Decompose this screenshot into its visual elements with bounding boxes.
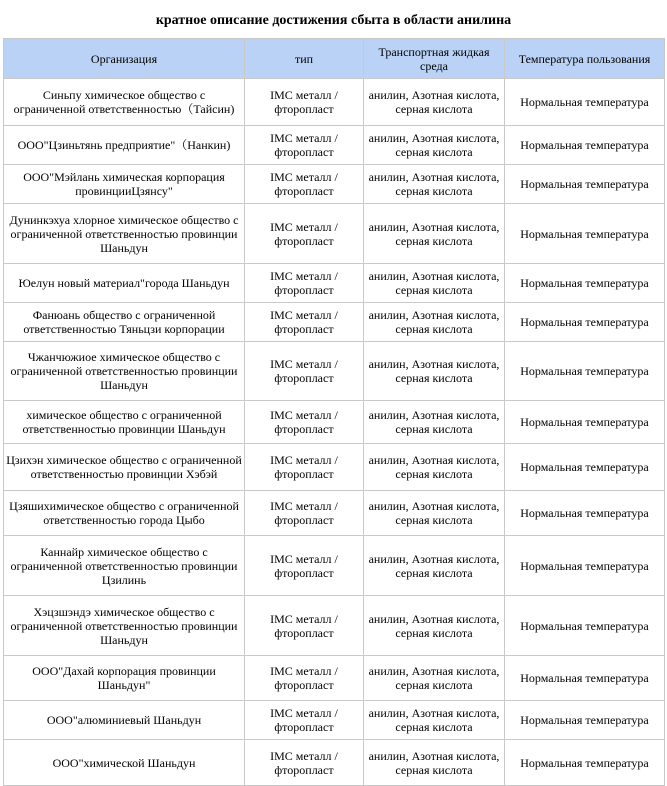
table-row bbox=[3, 401, 665, 444]
header-organization: Организация bbox=[3, 38, 245, 79]
cell-transport-medium: анилин, Азотная кислота, серная кислота bbox=[364, 303, 505, 342]
cell-type: IMC металл /фторопласт bbox=[245, 264, 364, 303]
cell-organization: Чжанчюжиое химическое общество с ограниченной ответственностью провинции Шаньдун bbox=[3, 342, 245, 401]
cell-organization: Фанюань общество с ограниченной ответственностью Тяньцзи корпорации bbox=[3, 303, 245, 342]
cell-type: IMC металл /фторопласт bbox=[245, 204, 364, 264]
cell-organization: химическое общество с ограниченной ответственностью провинции Шаньдун bbox=[3, 401, 245, 444]
cell-organization: Цзяшихимическое общество с ограниченной ответственностью города Цыбо bbox=[3, 491, 245, 536]
header-type: тип bbox=[245, 38, 364, 79]
table-row bbox=[3, 126, 665, 165]
cell-organization: ООО"Дахай корпорация провинции Шаньдун" bbox=[3, 656, 245, 701]
cell-transport-medium: анилин, Азотная кислота, серная кислота bbox=[364, 342, 505, 401]
header-transport-medium: Транспортная жидкая среда bbox=[364, 38, 505, 79]
cell-transport-medium: анилин, Азотная кислота, серная кислота bbox=[364, 79, 505, 126]
table-row bbox=[3, 303, 665, 342]
cell-organization: Дунинкэхуа хлорное химическое общество с ограниченной ответственностью провинции Шаньдун bbox=[3, 204, 245, 264]
cell-operating-temperature: Нормальная температура bbox=[505, 596, 665, 656]
cell-type: IMC металл /фторопласт bbox=[245, 126, 364, 165]
cell-operating-temperature: Нормальная температура bbox=[505, 536, 665, 596]
document-title: кратное описание достижения сбыта в области анилина bbox=[155, 13, 512, 28]
cell-type: IMC металл /фторопласт bbox=[245, 536, 364, 596]
cell-operating-temperature: Нормальная температура bbox=[505, 342, 665, 401]
cell-operating-temperature: Нормальная температура bbox=[505, 204, 665, 264]
cell-transport-medium: анилин, Азотная кислота, серная кислота bbox=[364, 204, 505, 264]
cell-transport-medium: анилин, Азотная кислота, серная кислота bbox=[364, 126, 505, 165]
cell-type: IMC металл /фторопласт bbox=[245, 444, 364, 491]
cell-organization: Цзихэн химическое общество с ограниченной ответственностью провинции Хэбэй bbox=[3, 444, 245, 491]
cell-operating-temperature: Нормальная температура bbox=[505, 401, 665, 444]
table-row bbox=[3, 204, 665, 264]
cell-organization: ООО"Мэйлань химическая корпорация провинцииЦзянсу" bbox=[3, 165, 245, 204]
cell-type: IMC металл /фторопласт bbox=[245, 401, 364, 444]
cell-organization: Хэцзшэндэ химическое общество с ограниченной ответственностью провинции Шаньдун bbox=[3, 596, 245, 656]
table-row bbox=[3, 342, 665, 401]
cell-organization: Каннайр химическое общество с ограниченной ответственностью провинции Цзилинь bbox=[3, 536, 245, 596]
cell-type: IMC металл /фторопласт bbox=[245, 79, 364, 126]
cell-transport-medium: анилин, Азотная кислота, серная кислота bbox=[364, 444, 505, 491]
cell-transport-medium: анилин, Азотная кислота, серная кислота bbox=[364, 740, 505, 786]
cell-operating-temperature: Нормальная температура bbox=[505, 165, 665, 204]
cell-organization: ООО"алюминиевый Шаньдун bbox=[3, 701, 245, 740]
table-row bbox=[3, 264, 665, 303]
table-row bbox=[3, 165, 665, 204]
table-header-row bbox=[3, 38, 665, 79]
table-row bbox=[3, 491, 665, 536]
cell-type: IMC металл /фторопласт bbox=[245, 342, 364, 401]
table-row bbox=[3, 740, 665, 786]
cell-transport-medium: анилин, Азотная кислота, серная кислота bbox=[364, 401, 505, 444]
cell-operating-temperature: Нормальная температура bbox=[505, 740, 665, 786]
cell-organization: ООО"Цзиньтянь предприятие"（Нанкин) bbox=[3, 126, 245, 165]
cell-type: IMC металл /фторопласт bbox=[245, 165, 364, 204]
cell-type: IMC металл /фторопласт bbox=[245, 596, 364, 656]
cell-operating-temperature: Нормальная температура bbox=[505, 303, 665, 342]
cell-operating-temperature: Нормальная температура bbox=[505, 79, 665, 126]
cell-organization: ООО"химической Шаньдун bbox=[3, 740, 245, 786]
cell-transport-medium: анилин, Азотная кислота, серная кислота bbox=[364, 264, 505, 303]
table-row bbox=[3, 79, 665, 126]
cell-transport-medium: анилин, Азотная кислота, серная кислота bbox=[364, 536, 505, 596]
table-row bbox=[3, 536, 665, 596]
cell-type: IMC металл /фторопласт bbox=[245, 740, 364, 786]
cell-type: IMC металл /фторопласт bbox=[245, 656, 364, 701]
table-row bbox=[3, 444, 665, 491]
cell-operating-temperature: Нормальная температура bbox=[505, 264, 665, 303]
table-row bbox=[3, 656, 665, 701]
table-body bbox=[3, 79, 665, 786]
cell-type: IMC металл /фторопласт bbox=[245, 491, 364, 536]
cell-transport-medium: анилин, Азотная кислота, серная кислота bbox=[364, 596, 505, 656]
cell-transport-medium: анилин, Азотная кислота, серная кислота bbox=[364, 491, 505, 536]
cell-transport-medium: анилин, Азотная кислота, серная кислота bbox=[364, 165, 505, 204]
cell-operating-temperature: Нормальная температура bbox=[505, 126, 665, 165]
cell-transport-medium: анилин, Азотная кислота, серная кислота bbox=[364, 701, 505, 740]
cell-operating-temperature: Нормальная температура bbox=[505, 491, 665, 536]
cell-operating-temperature: Нормальная температура bbox=[505, 444, 665, 491]
cell-operating-temperature: Нормальная температура bbox=[505, 701, 665, 740]
cell-operating-temperature: Нормальная температура bbox=[505, 656, 665, 701]
cell-organization: Юелун новый материал"города Шаньдун bbox=[3, 264, 245, 303]
cell-transport-medium: анилин, Азотная кислота, серная кислота bbox=[364, 656, 505, 701]
header-operating-temperature: Температура пользования bbox=[505, 38, 665, 79]
cell-type: IMC металл /фторопласт bbox=[245, 303, 364, 342]
cell-organization: Синьпу химическое общество с ограниченной ответственностью（Тайсин) bbox=[3, 79, 245, 126]
table-row bbox=[3, 596, 665, 656]
cell-type: IMC металл /фторопласт bbox=[245, 701, 364, 740]
sales-table bbox=[3, 38, 665, 786]
table-row bbox=[3, 701, 665, 740]
